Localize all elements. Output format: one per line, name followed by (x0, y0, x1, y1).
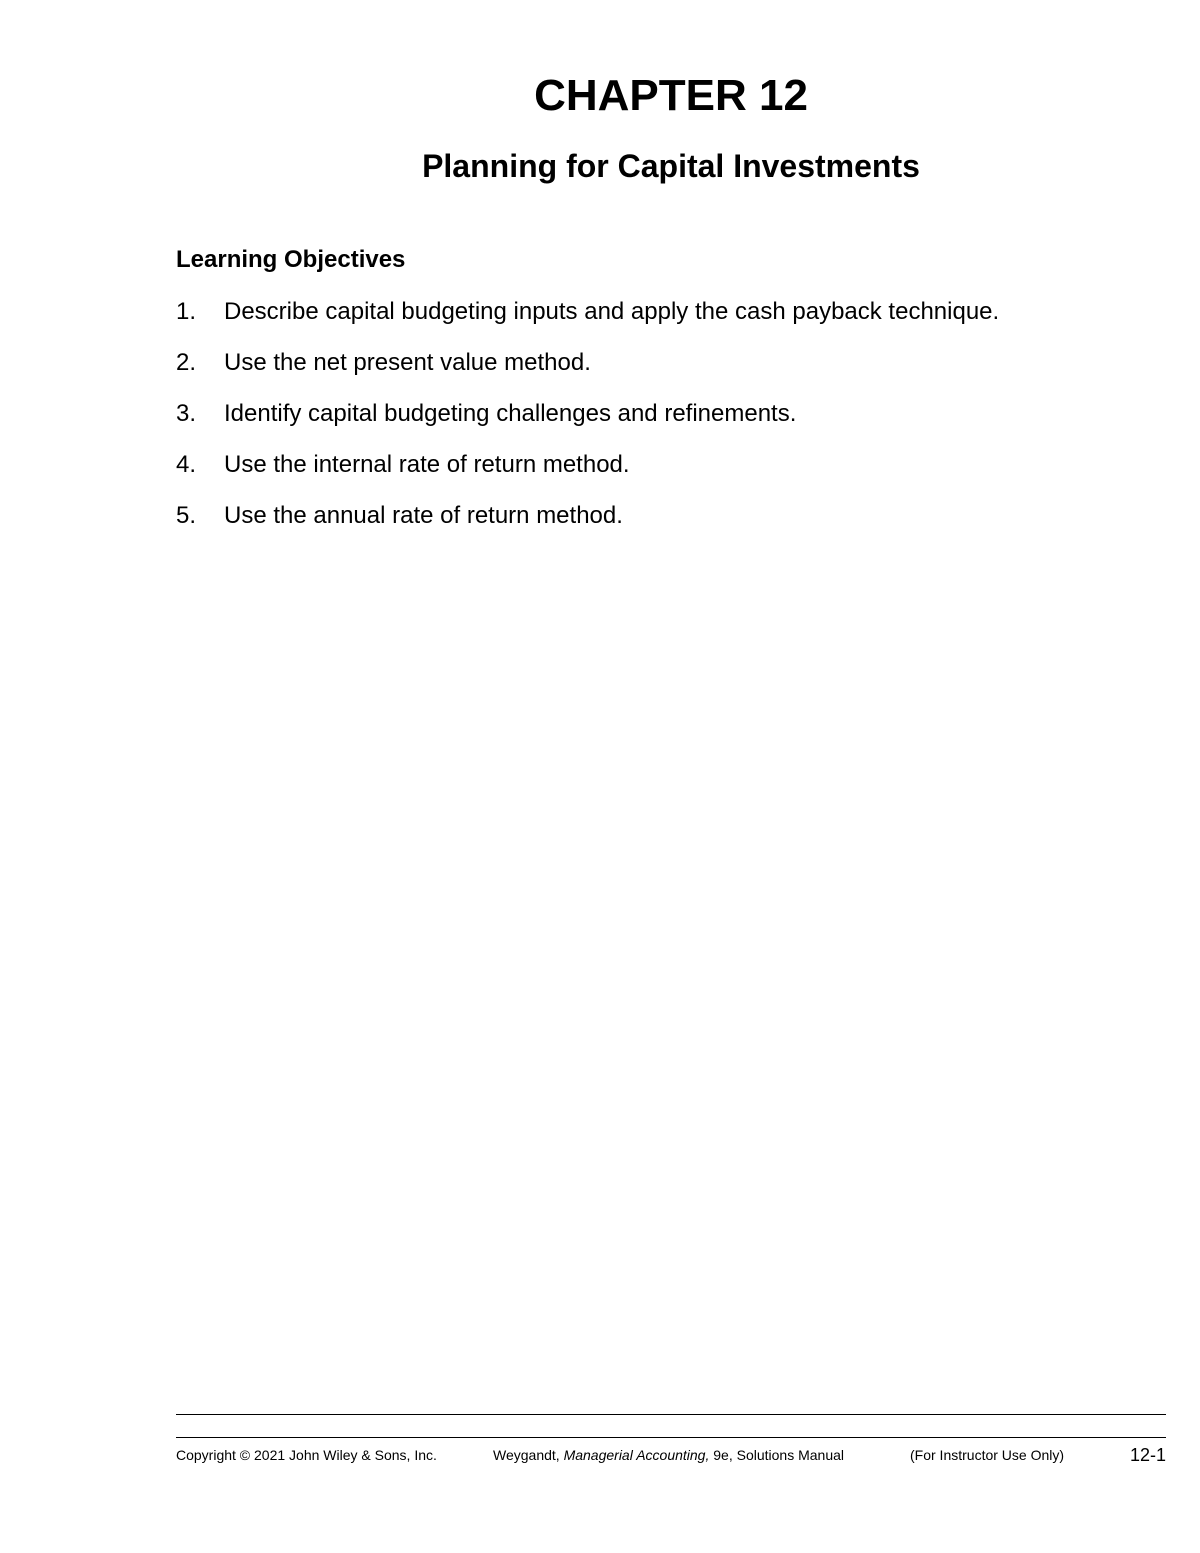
objective-number: 2. (176, 349, 197, 376)
footer-usage-note: (For Instructor Use Only) (910, 1447, 1065, 1463)
objective-number: 4. (176, 451, 197, 478)
footer-divider-bottom (176, 1437, 1166, 1438)
learning-objective-item (176, 449, 1166, 500)
footer-book-citation (493, 1444, 844, 1466)
objective-text: Use the internal rate of return method. (224, 451, 630, 478)
learning-objectives-list (176, 296, 1166, 551)
chapter-title: CHAPTER 12 (534, 71, 808, 120)
learning-objective-item (176, 500, 1166, 551)
footer-book-author: Weygandt, (493, 1447, 564, 1463)
objective-text: Use the annual rate of return method. (224, 502, 623, 529)
footer-copyright: Copyright © 2021 John Wiley & Sons, Inc. (176, 1447, 437, 1463)
page-footer (176, 1444, 1166, 1466)
learning-objective-item (176, 296, 1166, 347)
footer-page-number: 12-1 (1129, 1445, 1166, 1465)
objective-number: 3. (176, 400, 197, 427)
footer-book-edition: 9e, Solutions Manual (709, 1447, 844, 1463)
chapter-subtitle: Planning for Capital Investments (422, 148, 920, 184)
footer-book-title: Managerial Accounting, (563, 1447, 710, 1463)
learning-objective-item (176, 347, 1166, 398)
objective-number: 1. (176, 298, 197, 325)
objective-text: Describe capital budgeting inputs and apply the cash payback technique. (224, 298, 1000, 325)
objective-text: Identify capital budgeting challenges and refinements. (224, 400, 797, 427)
footer-divider-top (176, 1414, 1166, 1415)
objective-number: 5. (176, 502, 197, 529)
objective-text: Use the net present value method. (224, 349, 591, 376)
learning-objectives-heading: Learning Objectives (176, 246, 406, 273)
learning-objective-item (176, 398, 1166, 449)
